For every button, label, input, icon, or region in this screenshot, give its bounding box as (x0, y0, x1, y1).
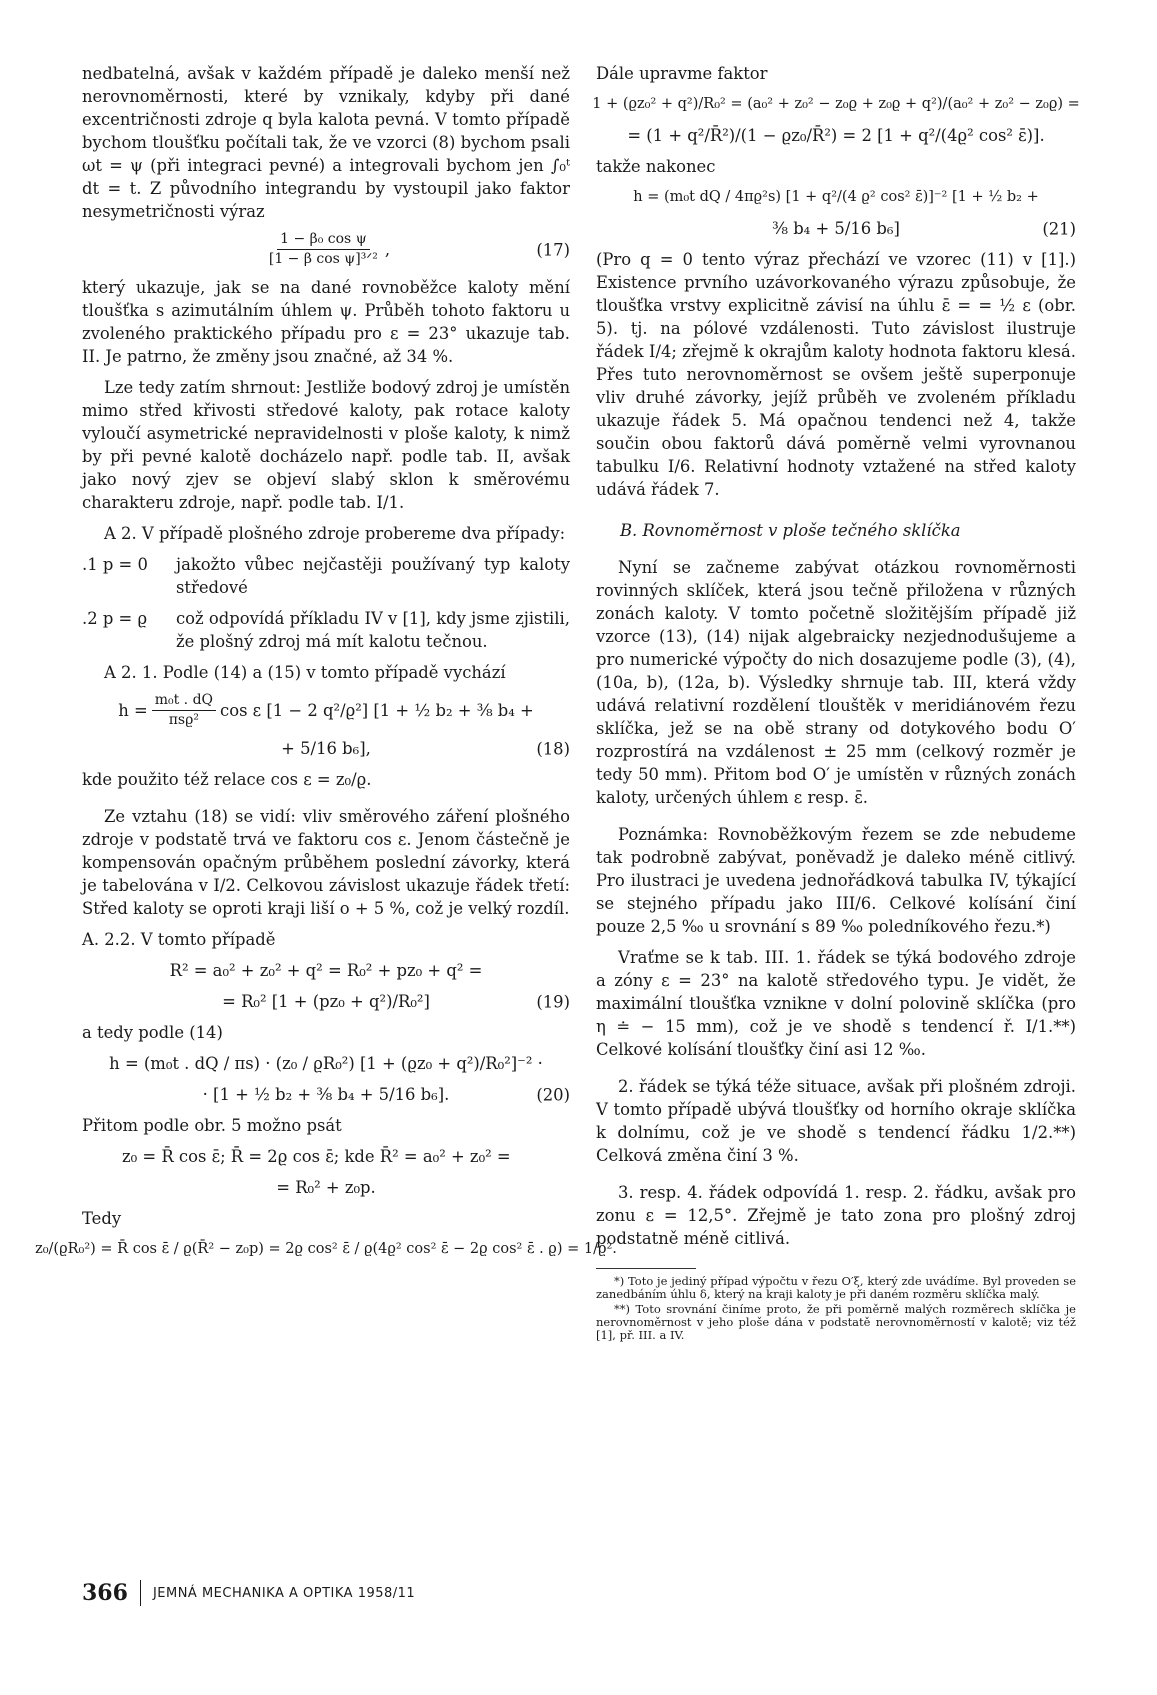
equation-21-line2: ⅜ b₄ + 5/16 b₆] (21) (772, 219, 1076, 238)
paragraph: A. 2.2. V tomto případě (82, 930, 276, 949)
equation-number: (17) (536, 240, 570, 259)
equation-18-line1: h = $\frac{\text{m₀t . dQ}}{\text{πsϱ²}}$ cos ε [1 − 2 q²/ϱ²] [1 + ½ b₂ + ⅜ b₄ + (118, 692, 534, 728)
paragraph: Poznámka: Rovnoběžkovým řezem se zde nebudeme tak podrobně zabývat, poněvadž je daleko méně citlivý. Pro ilustraci je uvedena jednořádková tabulka IV, týkající se stejného případu jako III/6. Celkové kolísání činí pouze 2,5 ‰ u srovnání s 89 ‰ poledníkového řezu.*) (596, 825, 1076, 936)
paragraph: Vraťme se k tab. III. 1. řádek se týká bodového zdroje a zóny ε = 23° na kalotě středového typu. Je vidět, že maximální tloušťka vznikne v dolní polovině sklíčka (pro η ≐ − 15 mm), což je ve shodě s tendencí ř. I/1.**) Celkové kolísání tloušťky činí asi 12 ‰. (596, 948, 1076, 1059)
fraction: $\frac{\text{m₀t . dQ}}{\text{πsϱ²}}$ (152, 692, 216, 729)
footnote-divider (596, 1268, 696, 1269)
journal-title: JEMNÁ MECHANIKA A OPTIKA 1958/11 (152, 1585, 416, 1601)
page-footer (82, 1580, 415, 1606)
equation-20-line2: · [1 + ½ b₂ + ⅜ b₄ + 5/16 b₆]. (20) (202, 1085, 570, 1104)
paragraph: Přitom podle obr. 5 možno psát (82, 1116, 342, 1135)
footnote: **) Toto srovnání činíme proto, že při poměrně malých rozměrech sklíčka je nerovnoměrnost v jeho ploše dána v podstatě nerovnoměrností v kalotě; viz též [1], př. III. a IV. (596, 1302, 1076, 1342)
paragraph: nedbatelná, avšak v každém případě je daleko menší než nerovnoměrnosti, které by vznikaly, kdyby při dané excentričnosti zdroje q byla kalota pevná. V tomto případě bychom tloušťku počítali tak, že ve vzorci (8) bychom psali ωt = ψ (při integraci pevné) a integrovali bychom jen ∫₀ᵗ dt = t. Z původního integrandu by vystoupil jako faktor nesymetričnosti výraz (82, 64, 570, 221)
equation-17: $\frac{\text{1 − β₀ cos ψ}}{\text{[1 − β cos ψ]³ᐟ²}}$ , (17) (82, 231, 570, 268)
paragraph: Lze tedy zatím shrnout: Jestliže bodový zdroj je umístěn mimo střed křivosti středové kaloty, pak rotace kaloty vyloučí asymetrické nepravidelnosti v ploše kaloty, k nimž by při pevné kalotě docházelo např. podle tab. II, avšak jako nový zjev se objeví slabý sklon k směrovému charakteru zdroje, např. podle tab. I/1. (82, 378, 570, 512)
page-number: 366 (82, 1580, 141, 1606)
paragraph: Nyní se začneme zabývat otázkou rovnoměrnosti rovinných sklíček, která jsou tečně přiložena v různých zonách kaloty. V tomto početně složitějším případě již vzorce (13), (14) nijak algebraicky nezjednodušujeme a pro numerické výpočty do nich dosazujeme podle (3), (4), (10a, b), (12a, b). Výsledky shrnuje tab. III, která vždy udává relativní rozdělení tlouštěk v meridiánovém řezu sklíčka, jež se na obě strany od dotykového bodu O′ rozprostírá na vzdálenost ± 25 mm (celkový rozměr je tedy 50 mm). Přitom bod O′ je umístěn v různých zonách kaloty, určených úhlem ε resp. ε̄. (596, 558, 1076, 807)
equation-number: (19) (536, 992, 570, 1011)
left-column (35, 62, 617, 1269)
paragraph: 3. resp. 4. řádek odpovídá 1. resp. 2. řádku, avšak pro zonu ε = 12,5°. Zřejmě je tato zona pro plošný zdroj podstatně méně citlivá. (596, 1183, 1076, 1248)
equation-19-line2: = R₀² [1 + (pz₀ + q²)/R₀²] (19) (222, 992, 570, 1011)
equation-number: (21) (1042, 219, 1076, 238)
equation-number: (20) (536, 1085, 570, 1104)
footnote: *) Toto je jediný případ výpočtu v řezu O′ξ, který zde uvádíme. Byl proveden se zanedbáním úhlu δ, který na kraji kaloty je při daném rozměru sklíčka malý. (596, 1274, 1076, 1301)
equation-18-line2: + 5/16 b₆], (18) (281, 739, 570, 758)
paragraph: 2. řádek se týká téže situace, avšak při plošném zdroji. V tomto případě ubývá tloušťky od horního okraje sklíčka k dolnímu, což je ve shodě s tendencí řádku 1/2.**) Celková změna činí 3 %. (596, 1077, 1076, 1165)
paragraph: Ze vztahu (18) se vidí: vliv směrového záření plošného zdroje v podstatě trvá ve faktoru cos ε. Jenom částečně je kompensován opačným průběhem poslední závorky, která je tabelována v I/2. Celkovou závislost ukazuje řádek třetí: Střed kaloty se oproti kraji liší o + 5 %, což je velký rozdíl. (82, 807, 570, 918)
fraction: $\frac{\text{1 − β₀ cos ψ}}{\text{[1 − β cos ψ]³ᐟ²}}$ (268, 231, 378, 267)
equation-z0-line1: z₀ = R̄ cos ε̄; R̄ = 2ϱ cos ε̄; kde R̄² = a₀² + z₀² = (122, 1147, 511, 1166)
equation-factor-line2: = (1 + q²/R̄²)/(1 − ϱz₀/R̄²) = 2 [1 + q²/(4ϱ² cos² ε̄)]. (627, 126, 1045, 145)
right-column (592, 62, 1080, 1344)
equation-tedy: z₀/(ϱR₀²) = R̄ cos ε̄ / ϱ(R̄² − z₀p) = 2ϱ cos² ε̄ / ϱ(4ϱ² cos² ε̄ − 2ϱ cos² ε̄ . ϱ) = 1/ϱ². (35, 1241, 617, 1257)
paragraph: a tedy podle (14) (82, 1023, 223, 1042)
paragraph: Dále upravme faktor (596, 64, 768, 83)
equation-19-line1: R² = a₀² + z₀² + q² = R₀² + pz₀ + q² = (169, 961, 483, 980)
paragraph: (Pro q = 0 tento výraz přechází ve vzorec (11) v [1].) Existence prvního uzávorkovaného výrazu způsobuje, že tloušťka vrstvy explicitně závisí na úhlu ε̄ = = ½ ε (obr. 5). tj. na pólové vzdálenosti. Tuto závislost ilustruje řádek I/4; zřejmě k okrajům kaloty hodnota faktoru klesá. Přes tuto nerovnoměrnost se ovšem ještě superponuje vliv druhé závorky, jejíž průběh ve zvoleném příkladu ukazuje řádek 5. Má opačnou tendenci než 4, takže součin obou faktorů dává poměrně velmi vyrovnanou tabulku I/6. Relativní hodnoty vztažené na střed kaloty udává řádek 7. (596, 250, 1076, 499)
equation-z0-line2: = R₀² + z₀p. (276, 1178, 376, 1197)
paragraph: Tedy (82, 1209, 122, 1228)
equation-21-line1: h = (m₀t dQ / 4πϱ²s) [1 + q²/(4 ϱ² cos² ε̄)]⁻² [1 + ½ b₂ + (633, 189, 1039, 205)
paragraph: A 2. 1. Podle (14) a (15) v tomto případě vychází (104, 663, 506, 682)
equation-20-line1: h = (m₀t . dQ / πs) · (z₀ / ϱR₀²) [1 + (ϱz₀ + q²)/R₀²]⁻² · (109, 1054, 543, 1073)
paragraph: kde použito též relace cos ε = z₀/ϱ. (82, 770, 372, 789)
equation-number: (18) (536, 739, 570, 758)
paragraph: takže nakonec (596, 157, 716, 176)
paragraph: který ukazuje, jak se na dané rovnoběžce kaloty mění tloušťka s azimutálním úhlem ψ. Průběh tohoto faktoru u zvoleného praktického případu pro ε = 23° ukazuje tab. II. Je patrno, že změny jsou značné, až 34 %. (82, 278, 570, 366)
list-item: .2 p = ϱ což odpovídá příkladu IV v [1], kdy jsme zjistili, že plošný zdroj má mít kalotu tečnou. (82, 609, 570, 651)
list-item: .1 p = 0 jakožto vůbec nejčastěji používaný typ kaloty středové (82, 555, 570, 597)
equation-factor-line1: 1 + (ϱz₀² + q²)/R₀² = (a₀² + z₀² − z₀ϱ + z₀ϱ + q²)/(a₀² + z₀² − z₀ϱ) = (592, 96, 1080, 112)
paragraph: A 2. V případě plošného zdroje probereme dva případy: (104, 524, 566, 543)
section-heading: B. Rovnoměrnost v ploše tečného sklíčka (620, 521, 961, 540)
